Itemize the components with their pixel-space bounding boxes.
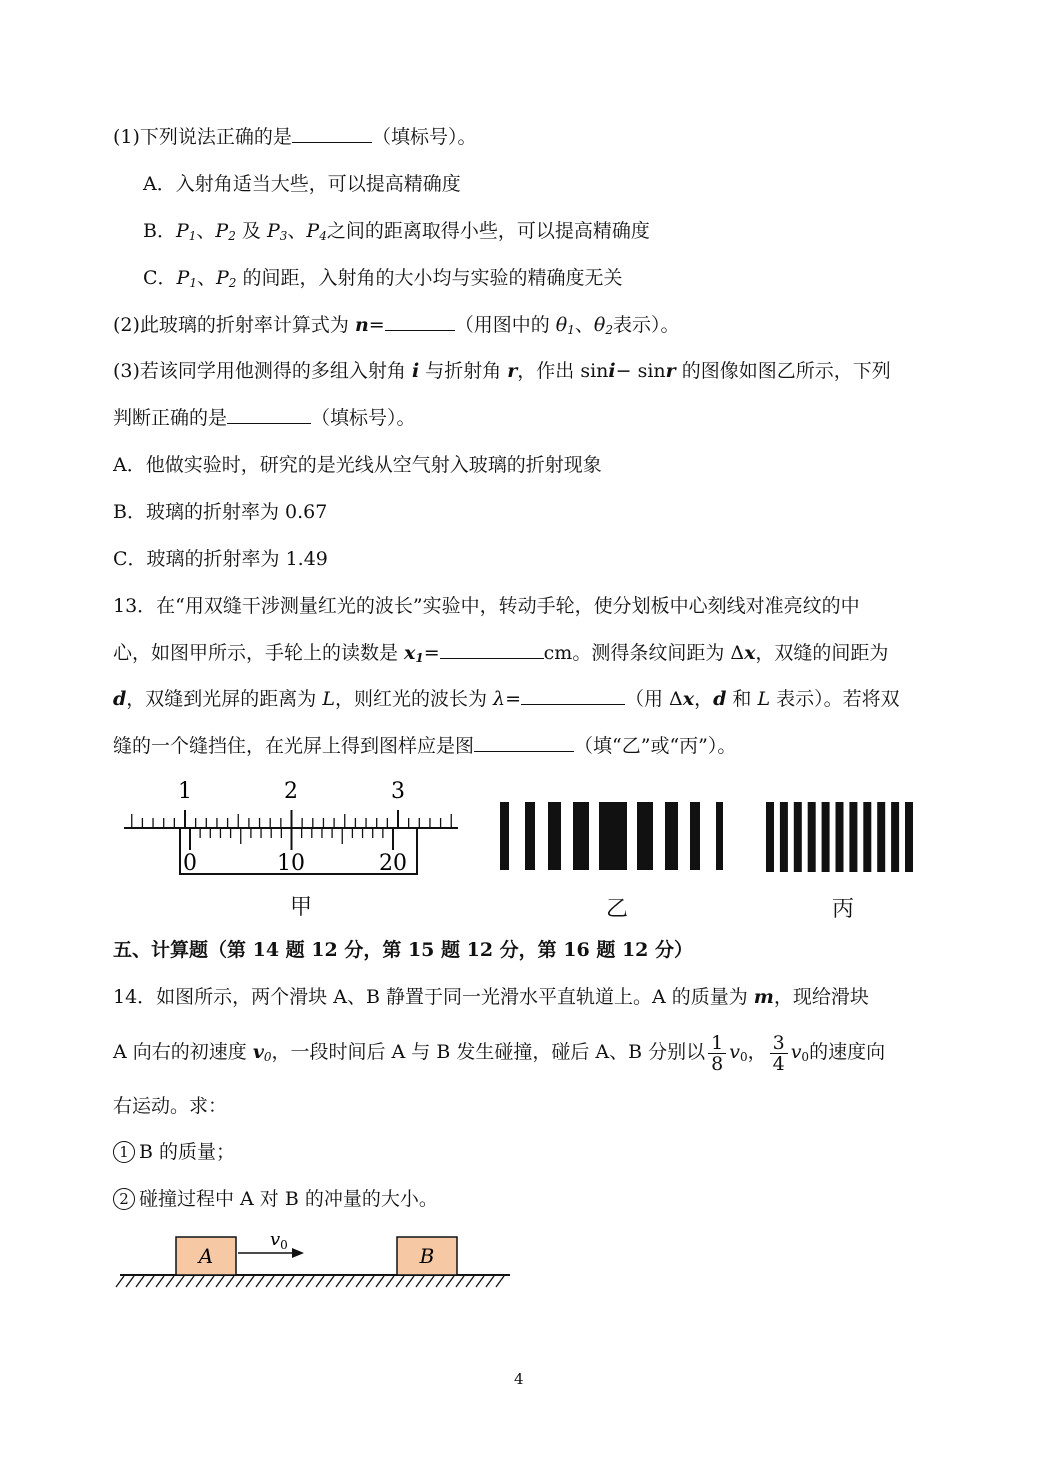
answer-blank[interactable] [521, 686, 625, 705]
q14-line1: 14．如图所示，两个滑块 A、B 静置于同一光滑水平直轨道上。A 的质量为 m，现给滑块 [113, 986, 869, 1008]
section-title: 五、计算题（第 14 题 12 分，第 15 题 12 分，第 16 题 12 分） [113, 939, 694, 961]
hatch-line [306, 1276, 314, 1287]
fringe [500, 802, 509, 870]
fringe [808, 802, 816, 872]
fringe [599, 802, 627, 870]
vernier-scale-figure [110, 770, 470, 885]
answer-blank[interactable] [440, 640, 544, 659]
hatch-line [326, 1276, 334, 1287]
hatch-line [376, 1276, 384, 1287]
answer-blank[interactable] [474, 733, 574, 752]
equal-fringes [766, 802, 913, 872]
hatch-line [236, 1276, 244, 1287]
q14-line2: A 向右的初速度 $v_0$，一段时间后 A 与 B 发生碰撞，碰后 A、B 分别以 $\frac{1}{8}$ $v_0$， $\frac{3}{4}$ $v_0$的速度向 [113, 1031, 886, 1075]
q14-line3: 右运动。求： [113, 1095, 228, 1117]
hatch-line [246, 1276, 254, 1287]
hatch-line [426, 1276, 434, 1287]
velocity-label: $v_0$ [270, 1229, 288, 1252]
fringe [573, 802, 589, 870]
caption-bing: 丙 [832, 897, 855, 922]
fringe [780, 802, 788, 872]
q12-part1: (1)下列说法正确的是 （填标号）。 [113, 126, 477, 148]
q13-line3: d，双缝到光屏的距离为 L，则红光的波长为 λ= （用 Δx，d 和 L 表示）。若将双 [113, 688, 900, 710]
hatch-line [186, 1276, 194, 1287]
hatch-line [296, 1276, 304, 1287]
hatch-line [166, 1276, 174, 1287]
hatch-line [216, 1276, 224, 1287]
hatch-line [356, 1276, 364, 1287]
fringe [766, 802, 774, 872]
main-scale-label-2: 2 [284, 779, 298, 804]
q14-sub1: 1 B 的质量； [113, 1139, 235, 1165]
hatch-line [466, 1276, 474, 1287]
q13-line4: 缝的一个缝挡住，在光屏上得到图样应是图 （填“乙”或“丙”）。 [113, 735, 737, 757]
caption-jia: 甲 [290, 895, 313, 920]
fringe [716, 802, 723, 870]
hatch-line [126, 1276, 134, 1287]
hatch-line [386, 1276, 394, 1287]
fraction-three-quarters: $\frac{3}{4}$ [770, 1033, 788, 1074]
hatch-line [176, 1276, 184, 1287]
page-number: 4 [514, 1370, 524, 1388]
answer-blank[interactable] [227, 405, 311, 424]
fringe [877, 802, 885, 872]
q13-line1: 13．在“用双缝干涉测量红光的波长”实验中，转动手轮，使分划板中心刻线对准亮纹的中 [113, 595, 860, 617]
pattern-yi [495, 800, 730, 872]
hatch-line [396, 1276, 404, 1287]
answer-blank[interactable] [385, 312, 455, 331]
hatch-line [286, 1276, 294, 1287]
vernier-scale-ticks [190, 828, 393, 850]
hatch-line [256, 1276, 264, 1287]
q12-part3-option-c: C．玻璃的折射率为 1.49 [113, 548, 328, 570]
hatch-line [476, 1276, 484, 1287]
hatch-line [336, 1276, 344, 1287]
answer-blank[interactable] [292, 124, 372, 143]
fringe [665, 802, 678, 870]
fraction-one-eighth: $\frac{1}{8}$ [708, 1033, 726, 1074]
fringe [690, 802, 700, 870]
vernier-label-10: 10 [277, 851, 305, 876]
arrow-head-icon [292, 1248, 304, 1258]
block-a-label: A [198, 1244, 214, 1268]
q12-part2: (2)此玻璃的折射率计算式为 n= （用图中的 $\theta_1$、$\theta_2$表示）。 [113, 314, 680, 337]
main-scale-ticks [132, 810, 452, 828]
track-hatching [116, 1276, 504, 1287]
fringe [637, 802, 653, 870]
hatch-line [136, 1276, 144, 1287]
fringe [822, 802, 830, 872]
vernier-label-20: 20 [379, 851, 407, 876]
block-b-label: B [419, 1244, 435, 1268]
q12-part1-option-a: A．入射角适当大些，可以提高精确度 [143, 173, 461, 195]
fringe [525, 802, 535, 870]
hatch-line [266, 1276, 274, 1287]
main-scale-label-3: 3 [391, 779, 405, 804]
fringe [905, 802, 913, 872]
hatch-line [406, 1276, 414, 1287]
hatch-line [366, 1276, 374, 1287]
hatch-line [346, 1276, 354, 1287]
pattern-bing [763, 802, 923, 872]
caption-yi: 乙 [606, 897, 629, 922]
fringe [836, 802, 844, 872]
hatch-line [436, 1276, 444, 1287]
hatch-line [456, 1276, 464, 1287]
hatch-line [496, 1276, 504, 1287]
hatch-line [146, 1276, 154, 1287]
q12-part1-option-c: C．$P_1$、$P_2$ 的间距，入射角的大小均与实验的精确度无关 [143, 267, 623, 290]
hatch-line [206, 1276, 214, 1287]
fringe [891, 802, 899, 872]
q12-part3-line2: 判断正确的是 （填标号）。 [113, 407, 416, 429]
vernier-label-0: 0 [183, 851, 197, 876]
main-scale-label-1: 1 [178, 779, 192, 804]
q12-part3: (3)若该同学用他测得的多组入射角 i 与折射角 r，作出 sini− sinr 的图像如图乙所示，下列 [113, 360, 891, 382]
q14-sub2: 2 碰撞过程中 A 对 B 的冲量的大小。 [113, 1186, 438, 1212]
hatch-line [446, 1276, 454, 1287]
hatch-line [226, 1276, 234, 1287]
hatch-line [276, 1276, 284, 1287]
hatch-line [316, 1276, 324, 1287]
fringe [849, 802, 857, 872]
q12-part1-option-b: B．$P_1$、$P_2$ 及 $P_3$、$P_4$之间的距离取得小些，可以提高精确度 [143, 220, 650, 243]
hatch-line [116, 1276, 124, 1287]
circled-number-1: 1 [113, 1141, 135, 1163]
fringe [548, 802, 561, 870]
fringe [794, 802, 802, 872]
circled-number-2: 2 [113, 1188, 135, 1210]
hatch-line [196, 1276, 204, 1287]
sliders-figure [110, 1225, 520, 1295]
fringe [863, 802, 871, 872]
hatch-line [156, 1276, 164, 1287]
q12-part3-option-b: B．玻璃的折射率为 0.67 [113, 501, 328, 523]
hatch-line [416, 1276, 424, 1287]
q13-line2: 心，如图甲所示，手轮上的读数是 $x_1=$ cm。测得条纹间距为 Δx，双缝的间距为 [113, 642, 889, 665]
hatch-line [486, 1276, 494, 1287]
q12-part3-option-a: A．他做实验时，研究的是光线从空气射入玻璃的折射现象 [113, 454, 602, 476]
